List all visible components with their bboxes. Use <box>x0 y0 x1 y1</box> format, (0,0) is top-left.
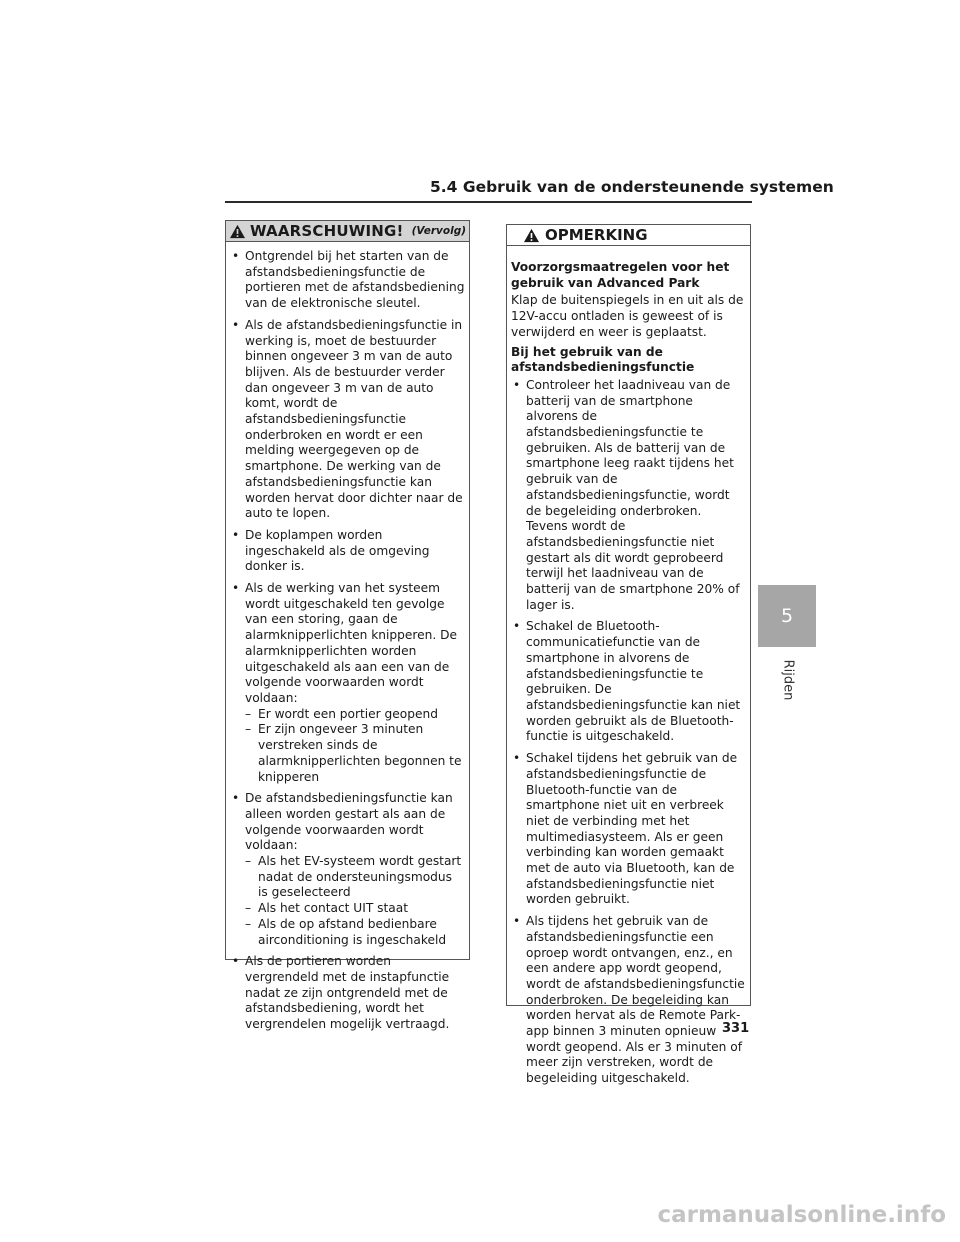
chapter-label-text: Rijden <box>780 659 796 701</box>
warning-continued: (Vervolg) <box>411 225 467 237</box>
watermark: carmanualsonline.info <box>657 1202 946 1228</box>
chapter-number: 5 <box>780 605 794 627</box>
note-paragraph: Klap de buitenspiegels in en uit als de 12V-accu ontladen is geweest of is verwijderd en weer is geplaatst. <box>511 293 744 339</box>
warning-item: • De afstandsbedieningsfunctie kan alleen worden gestart als aan de volgende voorwaarden wordt voldaan: – Als het EV-systeem wordt gestart nadat de ondersteuningsmodus is geselecteerd – Als het contact UIT staat – Als de op afstand bedienbare airconditioning is ingeschakeld <box>230 791 465 948</box>
warning-subitem: – Er wordt een portier geopend <box>245 707 465 723</box>
section-header: 5.4 Gebruik van de ondersteunende systemen <box>430 178 834 196</box>
warning-subitem: – Als het contact UIT staat <box>245 901 465 917</box>
note-item: • Schakel de Bluetooth-communicatiefunctie van de smartphone in alvorens de afstandsbedieningsfunctie te gebruiken. De afstandsbedieningsfunctie kan niet worden gebruikt als de Bluetooth-functie is uitgeschakeld. <box>511 619 746 745</box>
page-number: 331 <box>722 1021 750 1036</box>
note-title: OPMERKING <box>545 226 648 244</box>
note-content <box>507 246 750 1087</box>
note-item: • Controleer het laadniveau van de batterij van de smartphone alvorens de afstandsbedieningsfunctie te gebruiken. Als de batterij van de smartphone leeg raakt tijdens het gebruik van de afstandsbedieningsfunctie, wordt de begeleiding onderbroken. Tevens wordt de afstandsbedieningsfunctie niet gestart als dit wordt geprobeerd terwijl het laadniveau van de batterij van de smartphone 20% of lager is. <box>511 378 746 614</box>
warning-content <box>226 242 469 1033</box>
warning-subitem: – Er zijn ongeveer 3 minuten verstreken sinds de alarmknipperlichten begonnen te knipperen <box>245 722 465 785</box>
note-header <box>507 225 750 246</box>
chapter-label <box>773 650 803 710</box>
warning-title: WAARSCHUWING! <box>249 222 404 240</box>
header-rule <box>225 201 752 203</box>
note-item: • Schakel tijdens het gebruik van de afstandsbedieningsfunctie de Bluetooth-functie van de smartphone niet uit en verbreek niet de verbinding met het multimediasysteem. Als er geen verbinding kan worden gemaakt met de auto via Bluetooth, kan de afstandsbedieningsfunctie niet worden gebruikt. <box>511 751 746 908</box>
note-item: • Als tijdens het gebruik van de afstandsbedieningsfunctie een oproep wordt ontvangen, enz., en een andere app wordt geopend, wordt de afstandsbedieningsfunctie onderbroken. De begeleiding kan worden hervat als de Remote Park-app binnen 3 minuten opnieuw wordt geopend. Als er 3 minuten of meer zijn verstreken, wordt de begeleiding uitgeschakeld. <box>511 914 746 1087</box>
note-heading: Bij het gebruik van de afstandsbedieningsfunctie <box>511 344 695 375</box>
warning-box <box>225 220 470 1032</box>
warning-subitem: – Als de op afstand bedienbare airconditioning is ingeschakeld <box>245 917 465 948</box>
warning-subitem: – Als het EV-systeem wordt gestart nadat de ondersteuningsmodus is geselecteerd <box>245 854 465 901</box>
warning-item: • Ontgrendel bij het starten van de afstandsbedieningsfunctie de portieren met de afstandsbediening van de elektronische sleutel. <box>230 249 465 312</box>
note-heading: Voorzorgsmaatregelen voor het gebruik van Advanced Park <box>511 260 730 290</box>
warning-item: • De koplampen worden ingeschakeld als de omgeving donker is. <box>230 528 465 575</box>
caution-icon <box>523 228 540 243</box>
warning-icon <box>229 224 246 239</box>
warning-item: • Als de afstandsbedieningsfunctie in werking is, moet de bestuurder binnen ongeveer 3 m van de auto blijven. Als de bestuurder verder dan ongeveer 3 m van de auto komt, wordt de afstandsbedieningsfunctie onderbroken en wordt er een melding weergegeven op de smartphone. De werking van de afstandsbedieningsfunctie kan worden hervat door dichter naar de auto te lopen. <box>230 318 465 522</box>
warning-header <box>226 221 469 242</box>
chapter-tab <box>758 585 816 647</box>
warning-item: • Als de portieren worden vergrendeld met de instapfunctie nadat ze zijn ontgrendeld met de afstandsbediening, wordt het vergrendelen mogelijk vertraagd. <box>230 954 465 1033</box>
warning-item: • Als de werking van het systeem wordt uitgeschakeld ten gevolge van een storing, gaan de alarmknipperlichten knipperen. De alarmknipperlichten worden uitgeschakeld als aan een van de volgende voorwaarden wordt voldaan: – Er wordt een portier geopend – Er zijn ongeveer 3 minuten verstreken sinds de alarmknipperlichten begonnen te knipperen <box>230 581 465 785</box>
